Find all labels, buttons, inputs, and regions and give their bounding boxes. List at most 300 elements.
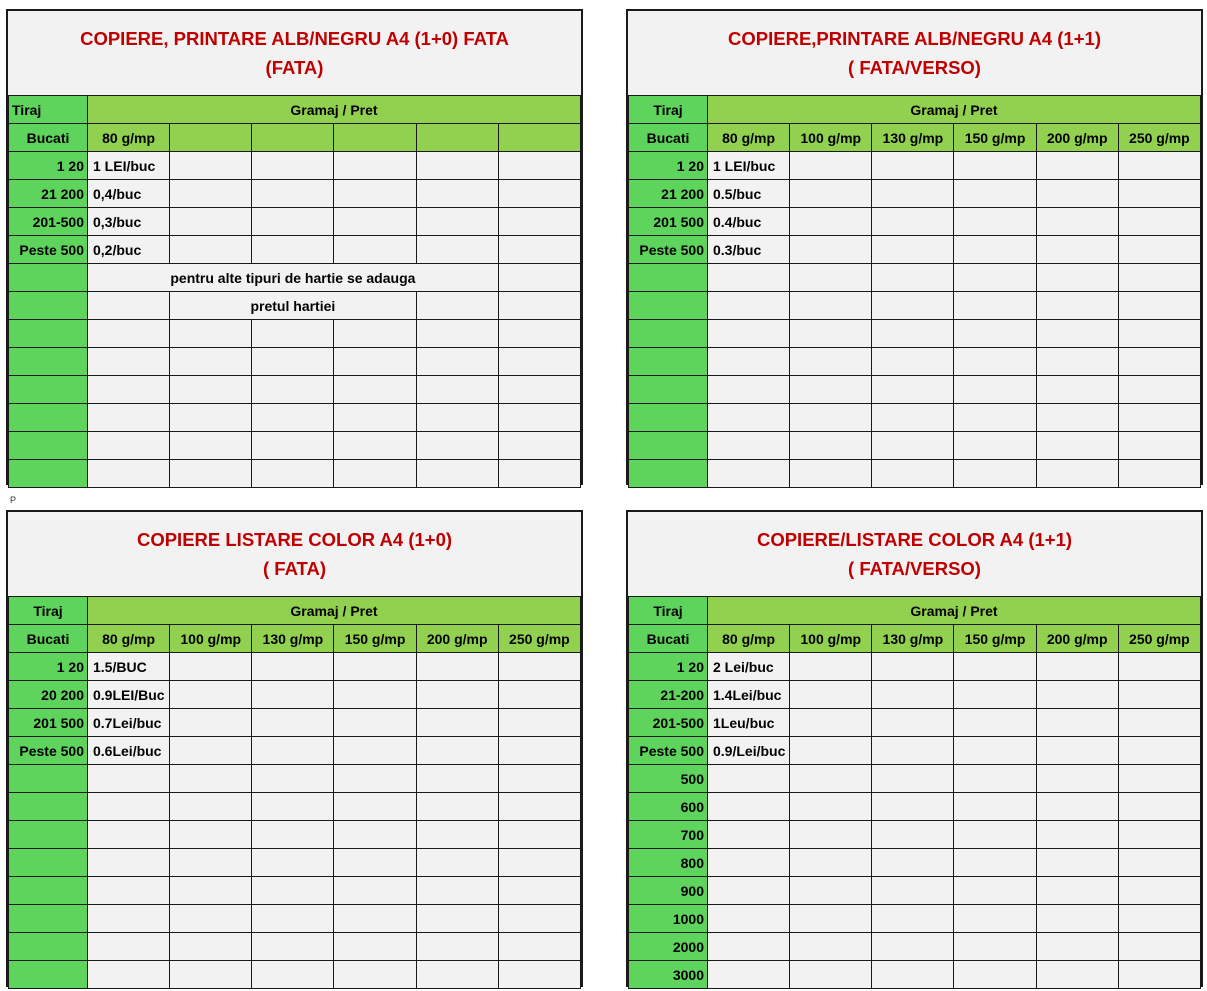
table-row — [629, 737, 1201, 765]
empty-cell — [416, 709, 498, 737]
price-cell: 1 LEI/buc — [88, 152, 170, 180]
price-cell — [708, 905, 790, 933]
table-row — [629, 765, 1201, 793]
weight-header: 200 g/mp — [1036, 625, 1118, 653]
quantity-label: 800 — [629, 849, 708, 877]
quantity-label: 1 20 — [9, 653, 88, 681]
empty-cell — [954, 320, 1036, 348]
bucati-header: Bucati — [9, 124, 88, 152]
empty-cell — [252, 653, 334, 681]
empty-cell — [1036, 152, 1118, 180]
weight-header: 200 g/mp — [416, 625, 498, 653]
empty-cell — [334, 208, 416, 236]
empty-cell — [872, 320, 954, 348]
table-row — [9, 849, 581, 877]
empty-cell — [170, 681, 252, 709]
empty-cell — [170, 737, 252, 765]
empty-cell — [872, 737, 954, 765]
empty-cell — [498, 877, 580, 905]
empty-cell — [1118, 653, 1200, 681]
empty-cell — [954, 821, 1036, 849]
empty-cell — [872, 292, 954, 320]
table-row — [629, 849, 1201, 877]
empty-cell — [790, 208, 872, 236]
empty-cell — [1118, 348, 1200, 376]
empty-cell — [170, 933, 252, 961]
empty-cell — [252, 236, 334, 264]
price-panel-color-single — [6, 510, 583, 987]
quantity-label: 201-500 — [629, 709, 708, 737]
price-cell: 0.7Lei/buc — [88, 709, 170, 737]
weight-header — [334, 124, 416, 152]
empty-cell — [790, 292, 872, 320]
header-row-weights — [9, 625, 581, 653]
quantity-label — [9, 432, 88, 460]
empty-cell — [252, 709, 334, 737]
price-cell — [708, 404, 790, 432]
empty-cell — [1118, 292, 1200, 320]
empty-cell — [954, 793, 1036, 821]
empty-cell — [1036, 404, 1118, 432]
empty-cell — [954, 765, 1036, 793]
empty-cell — [252, 348, 334, 376]
quantity-label: 600 — [629, 793, 708, 821]
table-row — [9, 709, 581, 737]
empty-cell — [872, 653, 954, 681]
note-row — [9, 264, 581, 292]
price-cell: 2 Lei/buc — [708, 653, 790, 681]
empty-cell — [1036, 376, 1118, 404]
tiraj-header: Tiraj — [629, 96, 708, 124]
table-row — [9, 348, 581, 376]
quantity-label — [9, 460, 88, 488]
empty-cell — [954, 737, 1036, 765]
table-row — [9, 737, 581, 765]
empty-cell — [872, 264, 954, 292]
weight-header: 200 g/mp — [1036, 124, 1118, 152]
price-cell — [88, 877, 170, 905]
quantity-label — [629, 264, 708, 292]
empty-cell — [954, 905, 1036, 933]
gramaj-pret-header: Gramaj / Pret — [88, 597, 581, 625]
empty-cell — [498, 905, 580, 933]
empty-cell — [872, 933, 954, 961]
empty-cell — [416, 292, 498, 320]
empty-cell — [1118, 877, 1200, 905]
table-row — [629, 821, 1201, 849]
empty-cell — [498, 709, 580, 737]
quantity-label: 1 20 — [629, 653, 708, 681]
empty-cell — [790, 681, 872, 709]
quantity-label — [9, 404, 88, 432]
empty-cell — [790, 348, 872, 376]
price-cell: 0.5/buc — [708, 180, 790, 208]
empty-cell — [1118, 404, 1200, 432]
price-cell — [708, 877, 790, 905]
empty-cell — [1036, 653, 1118, 681]
tiraj-header: Tiraj — [9, 96, 88, 124]
price-cell: 0.9LEI/Buc — [88, 681, 170, 709]
weight-header — [498, 124, 580, 152]
empty-cell — [790, 905, 872, 933]
empty-cell — [1118, 765, 1200, 793]
empty-cell — [334, 236, 416, 264]
quantity-label: 20 200 — [9, 681, 88, 709]
empty-cell — [872, 681, 954, 709]
empty-cell — [498, 821, 580, 849]
empty-cell — [790, 961, 872, 989]
header-row-weights — [9, 124, 581, 152]
price-cell — [708, 961, 790, 989]
table-row — [9, 460, 581, 488]
empty-cell — [954, 208, 1036, 236]
empty-cell — [334, 821, 416, 849]
price-panel-bw-single — [6, 9, 583, 485]
price-cell — [708, 793, 790, 821]
quantity-label: 201 500 — [9, 709, 88, 737]
quantity-label — [9, 849, 88, 877]
empty-cell — [252, 933, 334, 961]
price-cell — [88, 821, 170, 849]
price-cell — [708, 320, 790, 348]
empty-cell — [1036, 933, 1118, 961]
table-row — [629, 236, 1201, 264]
table-row — [9, 961, 581, 989]
weight-header: 130 g/mp — [252, 625, 334, 653]
empty-cell — [872, 793, 954, 821]
quantity-label — [9, 765, 88, 793]
empty-cell — [872, 460, 954, 488]
table-row — [629, 264, 1201, 292]
table-row — [9, 933, 581, 961]
table-row — [629, 460, 1201, 488]
empty-cell — [1118, 236, 1200, 264]
empty-cell — [872, 152, 954, 180]
empty-cell — [88, 292, 170, 320]
empty-cell — [872, 905, 954, 933]
empty-cell — [498, 765, 580, 793]
table-row — [9, 320, 581, 348]
empty-cell — [416, 681, 498, 709]
quantity-label — [9, 292, 88, 320]
empty-cell — [252, 180, 334, 208]
empty-cell — [1118, 737, 1200, 765]
price-table — [8, 95, 581, 488]
price-cell: 0,2/buc — [88, 236, 170, 264]
empty-cell — [954, 961, 1036, 989]
price-cell — [708, 264, 790, 292]
price-cell: 0,3/buc — [88, 208, 170, 236]
empty-cell — [416, 236, 498, 264]
empty-cell — [498, 404, 580, 432]
empty-cell — [1036, 849, 1118, 877]
empty-cell — [416, 793, 498, 821]
empty-cell — [790, 152, 872, 180]
panel-title-line1: COPIERE/LISTARE COLOR A4 (1+1) — [756, 529, 1073, 550]
table-row — [629, 376, 1201, 404]
empty-cell — [334, 849, 416, 877]
empty-cell — [88, 432, 170, 460]
empty-cell — [252, 821, 334, 849]
empty-cell — [498, 933, 580, 961]
empty-cell — [170, 432, 252, 460]
empty-cell — [872, 236, 954, 264]
empty-cell — [1036, 236, 1118, 264]
price-cell: 1.5/BUC — [88, 653, 170, 681]
table-row — [629, 653, 1201, 681]
empty-cell — [790, 460, 872, 488]
empty-cell — [1036, 737, 1118, 765]
quantity-label — [9, 821, 88, 849]
quantity-label — [9, 793, 88, 821]
table-row — [629, 208, 1201, 236]
quantity-label — [629, 404, 708, 432]
empty-cell — [252, 376, 334, 404]
empty-cell — [790, 236, 872, 264]
price-table — [8, 596, 581, 989]
empty-cell — [790, 653, 872, 681]
empty-cell — [1036, 681, 1118, 709]
empty-cell — [88, 376, 170, 404]
empty-cell — [790, 709, 872, 737]
empty-cell — [1118, 320, 1200, 348]
weight-header: 100 g/mp — [790, 625, 872, 653]
empty-cell — [334, 933, 416, 961]
table-row — [629, 180, 1201, 208]
empty-cell — [872, 709, 954, 737]
empty-cell — [416, 404, 498, 432]
price-cell — [708, 765, 790, 793]
quantity-label: 1000 — [629, 905, 708, 933]
quantity-label — [9, 933, 88, 961]
quantity-label: Peste 500 — [9, 236, 88, 264]
quantity-label — [629, 460, 708, 488]
tiraj-header: Tiraj — [629, 597, 708, 625]
price-cell — [88, 765, 170, 793]
empty-cell — [334, 348, 416, 376]
empty-cell — [88, 404, 170, 432]
rows-body — [9, 653, 581, 989]
empty-cell — [872, 877, 954, 905]
empty-cell — [252, 152, 334, 180]
empty-cell — [498, 460, 580, 488]
empty-cell — [790, 264, 872, 292]
table-row — [629, 709, 1201, 737]
price-cell: 0.9/Lei/buc — [708, 737, 790, 765]
empty-cell — [1118, 460, 1200, 488]
empty-cell — [498, 264, 580, 292]
empty-cell — [872, 765, 954, 793]
empty-cell — [252, 460, 334, 488]
empty-cell — [170, 849, 252, 877]
price-cell: 0.6Lei/buc — [88, 737, 170, 765]
empty-cell — [498, 432, 580, 460]
panel-title-line1: COPIERE, PRINTARE ALB/NEGRU A4 (1+0) FATA — [80, 28, 509, 49]
empty-cell — [1118, 933, 1200, 961]
weight-header: 250 g/mp — [1118, 625, 1200, 653]
empty-cell — [252, 208, 334, 236]
empty-cell — [416, 208, 498, 236]
bucati-header: Bucati — [629, 625, 708, 653]
empty-cell — [252, 849, 334, 877]
empty-cell — [416, 348, 498, 376]
panel-title-line2: ( FATA/VERSO) — [848, 57, 981, 78]
empty-cell — [1036, 348, 1118, 376]
empty-cell — [334, 152, 416, 180]
empty-cell — [954, 681, 1036, 709]
gramaj-pret-header: Gramaj / Pret — [88, 96, 581, 124]
empty-cell — [416, 180, 498, 208]
weight-header — [170, 124, 252, 152]
empty-cell — [88, 348, 170, 376]
empty-cell — [1036, 264, 1118, 292]
empty-cell — [954, 404, 1036, 432]
empty-cell — [170, 236, 252, 264]
quantity-label: 900 — [629, 877, 708, 905]
empty-cell — [1036, 905, 1118, 933]
empty-cell — [334, 653, 416, 681]
header-row-gramaj — [629, 597, 1201, 625]
empty-cell — [416, 320, 498, 348]
empty-cell — [416, 460, 498, 488]
price-cell — [88, 933, 170, 961]
empty-cell — [334, 180, 416, 208]
empty-cell — [334, 765, 416, 793]
table-row — [9, 905, 581, 933]
gramaj-pret-header: Gramaj / Pret — [708, 96, 1201, 124]
empty-cell — [872, 849, 954, 877]
price-cell — [708, 849, 790, 877]
empty-cell — [334, 404, 416, 432]
empty-cell — [790, 404, 872, 432]
empty-cell — [790, 793, 872, 821]
empty-cell — [790, 821, 872, 849]
empty-cell — [88, 320, 170, 348]
empty-cell — [1036, 320, 1118, 348]
empty-cell — [1118, 376, 1200, 404]
rows-body — [629, 152, 1201, 488]
empty-cell — [252, 877, 334, 905]
empty-cell — [1036, 877, 1118, 905]
empty-cell — [334, 961, 416, 989]
empty-cell — [1118, 180, 1200, 208]
weight-header: 80 g/mp — [708, 124, 790, 152]
empty-cell — [252, 737, 334, 765]
empty-cell — [872, 376, 954, 404]
empty-cell — [1036, 460, 1118, 488]
price-cell — [708, 376, 790, 404]
empty-cell — [954, 180, 1036, 208]
empty-cell — [1036, 709, 1118, 737]
empty-cell — [498, 653, 580, 681]
empty-cell — [498, 320, 580, 348]
empty-cell — [170, 320, 252, 348]
empty-cell — [170, 348, 252, 376]
empty-cell — [1036, 180, 1118, 208]
empty-cell — [954, 933, 1036, 961]
empty-cell — [498, 208, 580, 236]
price-cell: 0,4/buc — [88, 180, 170, 208]
empty-cell — [1036, 821, 1118, 849]
panel-title-line1: COPIERE LISTARE COLOR A4 (1+0) — [136, 529, 453, 550]
empty-cell — [170, 793, 252, 821]
empty-cell — [416, 821, 498, 849]
table-row — [629, 793, 1201, 821]
price-cell: 1Leu/buc — [708, 709, 790, 737]
panel-title-line2: ( FATA) — [262, 558, 326, 579]
empty-cell — [170, 208, 252, 236]
empty-cell — [954, 709, 1036, 737]
quantity-label: 21 200 — [629, 180, 708, 208]
empty-cell — [1118, 793, 1200, 821]
empty-cell — [170, 765, 252, 793]
empty-cell — [1118, 821, 1200, 849]
empty-cell — [170, 961, 252, 989]
empty-cell — [252, 793, 334, 821]
weight-header: 80 g/mp — [88, 124, 170, 152]
stray-mark: P — [10, 495, 17, 505]
empty-cell — [498, 849, 580, 877]
empty-cell — [790, 320, 872, 348]
panel-title — [628, 512, 1201, 598]
empty-cell — [252, 905, 334, 933]
header-row-gramaj — [9, 597, 581, 625]
empty-cell — [252, 404, 334, 432]
empty-cell — [498, 152, 580, 180]
quantity-label: 1 20 — [9, 152, 88, 180]
gramaj-pret-header: Gramaj / Pret — [708, 597, 1201, 625]
quantity-label: 201-500 — [9, 208, 88, 236]
empty-cell — [334, 320, 416, 348]
table-row — [629, 877, 1201, 905]
table-row — [629, 432, 1201, 460]
weight-header: 150 g/mp — [954, 124, 1036, 152]
price-cell — [708, 292, 790, 320]
empty-cell — [170, 152, 252, 180]
empty-cell — [498, 376, 580, 404]
quantity-label — [9, 376, 88, 404]
quantity-label: 500 — [629, 765, 708, 793]
quantity-label: 21-200 — [629, 681, 708, 709]
quantity-label: 700 — [629, 821, 708, 849]
empty-cell — [416, 877, 498, 905]
empty-cell — [170, 180, 252, 208]
empty-cell — [170, 821, 252, 849]
empty-cell — [1118, 152, 1200, 180]
empty-cell — [334, 737, 416, 765]
empty-cell — [954, 432, 1036, 460]
empty-cell — [790, 877, 872, 905]
empty-cell — [252, 432, 334, 460]
empty-cell — [416, 961, 498, 989]
empty-cell — [416, 376, 498, 404]
quantity-label: Peste 500 — [9, 737, 88, 765]
quantity-label — [629, 432, 708, 460]
empty-cell — [790, 432, 872, 460]
table-row — [629, 961, 1201, 989]
table-row — [9, 376, 581, 404]
table-row — [629, 681, 1201, 709]
empty-cell — [334, 709, 416, 737]
quantity-label — [9, 320, 88, 348]
weight-header: 150 g/mp — [334, 625, 416, 653]
empty-cell — [416, 933, 498, 961]
header-row-gramaj — [629, 96, 1201, 124]
table-row — [9, 208, 581, 236]
empty-cell — [954, 460, 1036, 488]
price-cell — [708, 933, 790, 961]
empty-cell — [498, 236, 580, 264]
